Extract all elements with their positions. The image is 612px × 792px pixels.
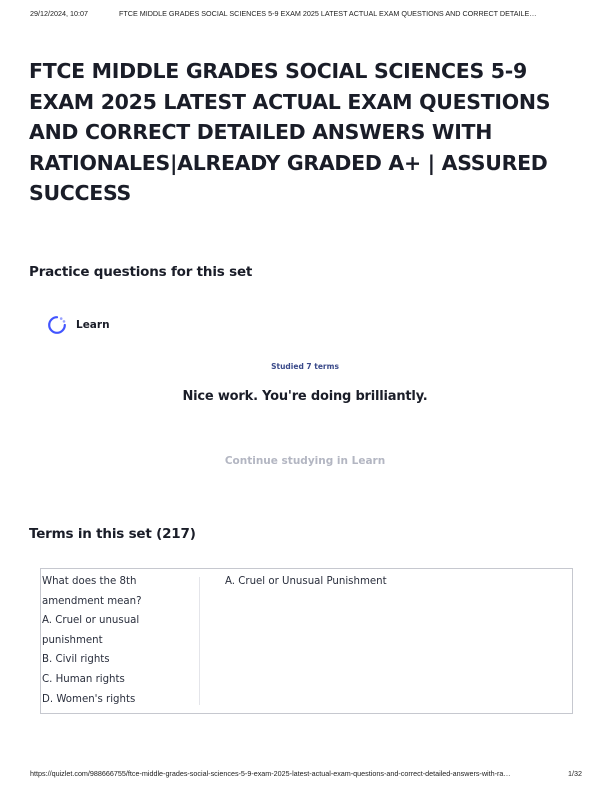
page-title-line: EXAM 2025 LATEST ACTUAL EXAM QUESTIONS	[29, 89, 551, 114]
practice-heading: Practice questions for this set	[29, 264, 253, 280]
table-row	[41, 569, 572, 713]
page-title-line: SUCCESS	[29, 181, 132, 205]
print-url: https://quizlet.com/988666755/ftce-middle-grades-social-sciences-5-9-exam-2025-latest-actual-exam-questions-and-correct-detailed-answers-with-ra…	[30, 769, 511, 778]
cell-divider	[199, 577, 200, 705]
progress-message: Nice work. You're doing brilliantly.	[182, 389, 428, 404]
learn-card	[29, 292, 581, 502]
terms-heading: Terms in this set (217)	[29, 526, 196, 542]
learn-label: Learn	[76, 319, 110, 331]
studied-count: Studied 7 terms	[271, 362, 339, 371]
definition-text: A. Cruel or Unusual Punishment	[225, 576, 387, 587]
term-text	[42, 572, 192, 709]
term-line: amendment mean?	[42, 595, 142, 607]
print-footer	[30, 769, 582, 781]
page-number: 1/32	[568, 769, 582, 778]
page-title	[29, 56, 574, 209]
print-date: 29/12/2024, 10:07	[30, 9, 88, 18]
page-title-line: AND CORRECT DETAILED ANSWERS WITH	[29, 120, 493, 144]
print-document-title: FTCE MIDDLE GRADES SOCIAL SCIENCES 5-9 EXAM 2025 LATEST ACTUAL EXAM QUESTIONS AND CORRECT DETAILE…	[119, 9, 537, 18]
continue-learn-button[interactable]: Continue studying in Learn	[224, 455, 386, 467]
term-line: C. Human rights	[42, 673, 125, 685]
term-line: D. Women's rights	[42, 693, 136, 705]
page-title-line: FTCE MIDDLE GRADES SOCIAL SCIENCES 5-9	[29, 59, 527, 83]
term-line: What does the 8th	[42, 576, 137, 587]
term-line: A. Cruel or unusual	[42, 615, 140, 627]
terms-table	[40, 568, 573, 714]
term-line: B. Civil rights	[42, 654, 110, 666]
learn-progress-icon	[47, 315, 67, 335]
page-title-line: RATIONALES|ALREADY GRADED A+ | ASSURED	[29, 150, 548, 175]
print-header	[30, 9, 582, 21]
learn-mode-link[interactable]	[47, 314, 110, 336]
term-line: punishment	[42, 634, 103, 646]
